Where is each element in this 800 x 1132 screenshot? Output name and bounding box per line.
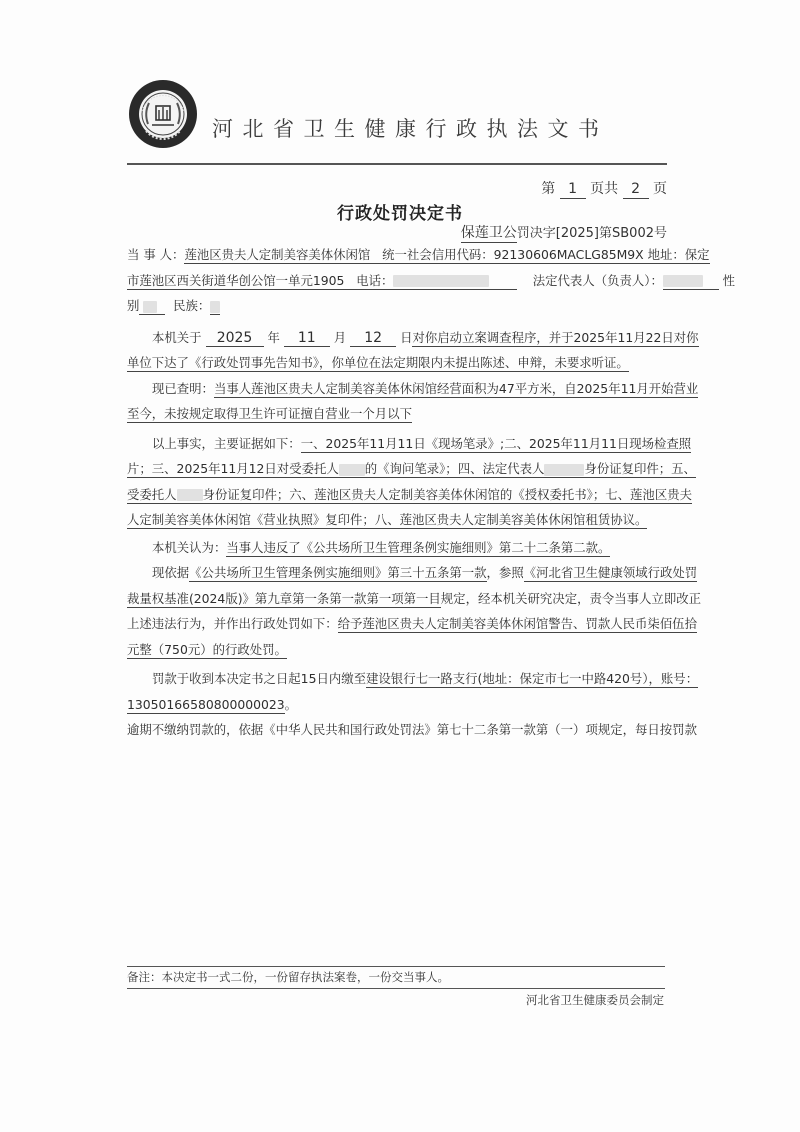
- decision-line-2: [127, 586, 701, 612]
- redacted-legal-rep-name: [544, 464, 584, 476]
- evidence-text-2b: 的《询问笔录》；四、法定代表人: [364, 461, 545, 476]
- procedure-text-1: 对你启动立案调查程序，并于2025年11月22日对你: [412, 329, 699, 345]
- payment-line-3: [127, 717, 697, 743]
- evidence-text-2c: 身份证复印件；五、: [584, 461, 696, 476]
- ethnicity-label: 民族：: [173, 298, 211, 313]
- opinion-line: [127, 535, 667, 561]
- findings-text-2: 至今，未按规定取得卫生许可证擅自营业一个月以下: [127, 406, 412, 421]
- party-label: 当 事 人：: [127, 247, 185, 262]
- page-number-suffix: 页: [653, 181, 667, 197]
- evidence-lead: 以上事实，主要证据如下：: [152, 435, 301, 451]
- party-info-underlined: [184, 247, 709, 264]
- gender-label-part-2: 别: [127, 298, 140, 313]
- footer-divider-top: [127, 966, 665, 967]
- address-line-2: 市莲池区西关街道华创公馆一单元1905: [127, 272, 345, 288]
- evidence-line-2-underlined: [127, 461, 696, 478]
- address-label: 地址：: [647, 247, 685, 262]
- decision-standard-clause: 裁量权基准(2024版)》第九章第一条第一款第一项第一目: [127, 590, 441, 606]
- penalty-text-1: 给予莲池区贵夫人定制美容美体休闲馆警告、罚款人民币柒佰伍拾: [337, 616, 697, 631]
- opinion-lead: 本机关认为：: [152, 539, 227, 555]
- header-divider: [127, 163, 667, 165]
- procedure-day: 12: [350, 330, 396, 347]
- party-line-1: [127, 242, 710, 268]
- address-line-2-underlined: [127, 273, 517, 290]
- redacted-gender: [143, 301, 157, 313]
- org-title: 河北省卫生健康行政执法文书: [212, 117, 609, 141]
- party-line-2: [127, 268, 735, 294]
- footer-note: 备注：本决定书一式二份，一份留存执法案卷，一份交当事人。: [127, 970, 449, 984]
- decision-lead: 现依据: [152, 565, 190, 580]
- payment-account-end: 。: [284, 696, 298, 712]
- findings-lead: 现已查明：: [152, 380, 214, 396]
- overdue-text: 逾期不缴纳罚款的，依据《中华人民共和国行政处罚法》第七十二条第一款第（一）项规定，每日按罚款: [127, 722, 697, 737]
- procedure-lead: 本机关于: [152, 329, 202, 345]
- legal-rep-label: 法定代表人（负责人）：: [532, 272, 663, 288]
- day-unit: 日: [400, 329, 413, 345]
- decision-line-3: [127, 611, 697, 637]
- decision-text-3a: 上述违法行为，并作出行政处罚如下：: [127, 616, 338, 631]
- page-number-current: 1: [560, 182, 586, 199]
- redacted-phone: [393, 275, 489, 287]
- page-number-middle: 页共: [590, 181, 619, 197]
- document-number-prefix: 保莲卫公: [460, 225, 517, 241]
- decision-text-2b: 规定，经本机关研究决定，责令当事人立即改正: [440, 590, 701, 606]
- procedure-text-2: 单位下达了《行政处罚事先告知书》，你单位在法定期限内未提出陈述、申辩，未要求听证。: [127, 355, 629, 370]
- decision-text-1b: ，参照: [486, 565, 524, 580]
- decision-line-1: [127, 560, 698, 586]
- procedure-line-1: [127, 325, 699, 351]
- ethnicity-field: [210, 298, 220, 315]
- decision-basis-regulation: 《公共场所卫生管理条例实施细则》第三十五条第一款: [189, 565, 487, 580]
- evidence-text-3a: 受委托人: [127, 486, 177, 502]
- procedure-line-2: [127, 350, 667, 376]
- findings-line-1: [127, 376, 699, 402]
- redacted-agent-name: [339, 464, 365, 476]
- redacted-legal-rep: [663, 275, 703, 287]
- evidence-text-2a: 片；三、2025年11月12日对受委托人: [127, 461, 339, 476]
- evidence-line-1: [127, 431, 692, 457]
- evidence-line-3: [127, 482, 692, 508]
- payment-account-number: 13050166580800000023: [127, 696, 285, 712]
- gender-field: [139, 298, 165, 315]
- document-number-rest: 罚决字[2025]第SB002号: [516, 226, 667, 241]
- document-body: [127, 242, 735, 743]
- payment-lead: 罚款于收到本决定书之日起15日内缴至: [152, 671, 367, 686]
- decision-basis-standard: 《河北省卫生健康领域行政处罚: [523, 565, 698, 580]
- procedure-year: 2025: [206, 330, 264, 347]
- redacted-ethnicity: [210, 301, 220, 313]
- address-line-1: 保定: [684, 247, 710, 262]
- redacted-agent-name-2: [177, 489, 203, 501]
- gender-label-part-1: 性: [722, 272, 735, 288]
- payment-bank: 建设银行七一路支行(地址：保定市七一中路420号），账号：: [366, 671, 699, 686]
- credit-code: 92130606MACLG85M9X: [493, 247, 644, 262]
- penalty-text-2: 元整（750元）的行政处罚。: [127, 641, 287, 657]
- evidence-text-1: 一、2025年11月11日《现场笔录》;二、2025年11月11日现场检查照: [300, 435, 692, 451]
- page-number-total: 2: [623, 182, 649, 199]
- evidence-text-3b: 身份证复印件；六、莲池区贵夫人定制美容美体休闲馆的《授权委托书》；七、莲池区贵夫: [202, 486, 692, 502]
- payment-line-1: [127, 666, 699, 692]
- month-unit: 月: [333, 329, 347, 345]
- party-line-3: [127, 293, 667, 319]
- evidence-line-4: [127, 507, 667, 533]
- phone-label: 电话：: [356, 272, 394, 288]
- document-number: [461, 222, 667, 242]
- year-unit: 年: [267, 329, 280, 345]
- decision-line-4: [127, 637, 667, 663]
- evidence-line-2: [127, 456, 696, 482]
- findings-text-1: 当事人莲池区贵夫人定制美容美体休闲馆经营面积为47平方米，自2025年11月开始营业: [213, 380, 699, 396]
- procedure-month: 11: [284, 330, 330, 347]
- evidence-text-4: 人定制美容美体休闲馆《营业执照》复印件；八、莲池区贵夫人定制美容美体休闲馆租赁协议。: [127, 512, 648, 527]
- opinion-text: 当事人违反了《公共场所卫生管理条例实施细则》第二十二条第二款。: [226, 539, 611, 555]
- document-title: 行政处罚决定书: [337, 204, 463, 224]
- payment-line-2: [127, 692, 667, 718]
- credit-code-label: 统一社会信用代码：: [382, 247, 494, 262]
- legal-rep-field: [663, 273, 719, 290]
- party-name: 莲池区贵夫人定制美容美体休闲馆: [184, 247, 371, 262]
- footer-divider-bottom: [127, 988, 665, 989]
- evidence-line-3-underlined: [127, 487, 692, 504]
- footer-maker: 河北省卫生健康委员会制定: [526, 993, 664, 1007]
- page-number: [541, 178, 667, 199]
- health-inspection-emblem-icon: [128, 79, 198, 149]
- page-number-prefix: 第: [541, 181, 556, 197]
- findings-line-2: [127, 401, 667, 427]
